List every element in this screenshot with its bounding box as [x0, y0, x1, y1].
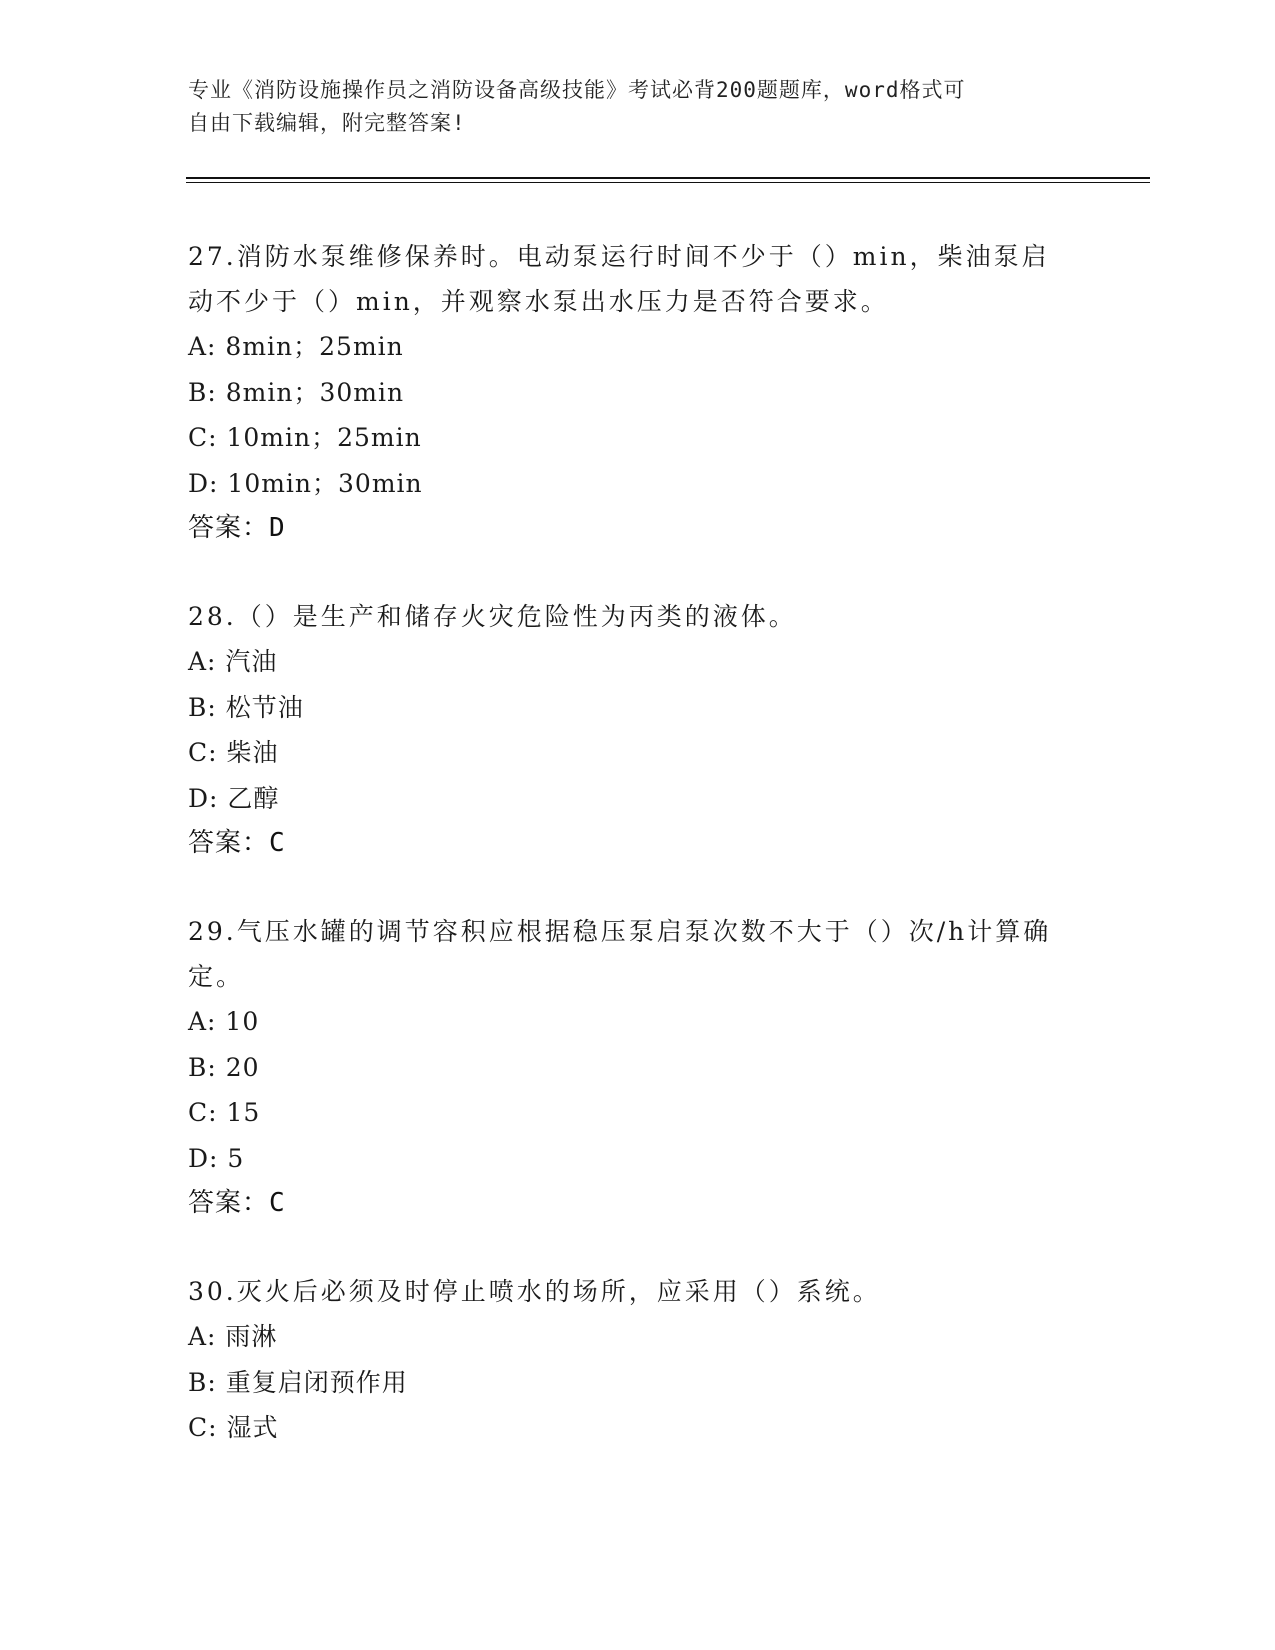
option-d: D: 10min；30min — [188, 468, 423, 498]
question-30 — [188, 1269, 1088, 1451]
option-a: A: 雨淋 — [188, 1322, 278, 1351]
option-a: A: 汽油 — [188, 647, 278, 676]
header-divider-thin — [186, 182, 1150, 183]
option-b: B: 重复启闭预作用 — [188, 1367, 408, 1397]
answer-label: 答案：C — [188, 828, 286, 858]
question-list — [188, 234, 1088, 1495]
question-stem — [188, 234, 1088, 324]
question-28 — [188, 594, 1088, 865]
question-stem — [188, 909, 1088, 999]
question-stem-line-1: 27.消防水泵维修保养时。电动泵运行时间不少于（）min，柴油泵启 — [188, 242, 1050, 271]
header-line-1: 专业《消防设施操作员之消防设备高级技能》考试必背200题题库，word格式可 — [188, 78, 966, 102]
question-27 — [188, 234, 1088, 550]
question-stem-line-1: 29.气压水罐的调节容积应根据稳压泵启泵次数不大于（）次/h计算确 — [188, 917, 1052, 946]
question-stem — [188, 594, 1088, 639]
option-b: B: 20 — [188, 1052, 260, 1082]
option-d: D: 5 — [188, 1143, 245, 1173]
option-b: B: 松节油 — [188, 692, 304, 722]
option-c: C: 15 — [188, 1098, 261, 1127]
header-line-2: 自由下载编辑，附完整答案! — [188, 111, 466, 135]
question-stem-line-1: 30.灭火后必须及时停止喷水的场所，应采用（）系统。 — [188, 1277, 881, 1306]
question-29 — [188, 909, 1088, 1225]
question-stem-line-1: 28.（）是生产和储存火灾危险性为丙类的液体。 — [188, 602, 797, 631]
header-divider-thick — [186, 177, 1150, 179]
document-header — [188, 74, 1068, 140]
question-stem-line-2: 动不少于（）min，并观察水泵出水压力是否符合要求。 — [188, 287, 889, 316]
answer-label: 答案：C — [188, 1188, 286, 1218]
option-c: C: 湿式 — [188, 1413, 279, 1442]
option-c: C: 柴油 — [188, 738, 279, 767]
option-b: B: 8min；30min — [188, 377, 405, 407]
option-c: C: 10min；25min — [188, 423, 422, 452]
option-d: D: 乙醇 — [188, 783, 280, 813]
option-a: A: 8min；25min — [188, 332, 404, 361]
option-a: A: 10 — [188, 1007, 260, 1036]
answer-label: 答案：D — [188, 513, 286, 543]
question-stem-line-2: 定。 — [188, 962, 245, 991]
question-stem — [188, 1269, 1088, 1314]
